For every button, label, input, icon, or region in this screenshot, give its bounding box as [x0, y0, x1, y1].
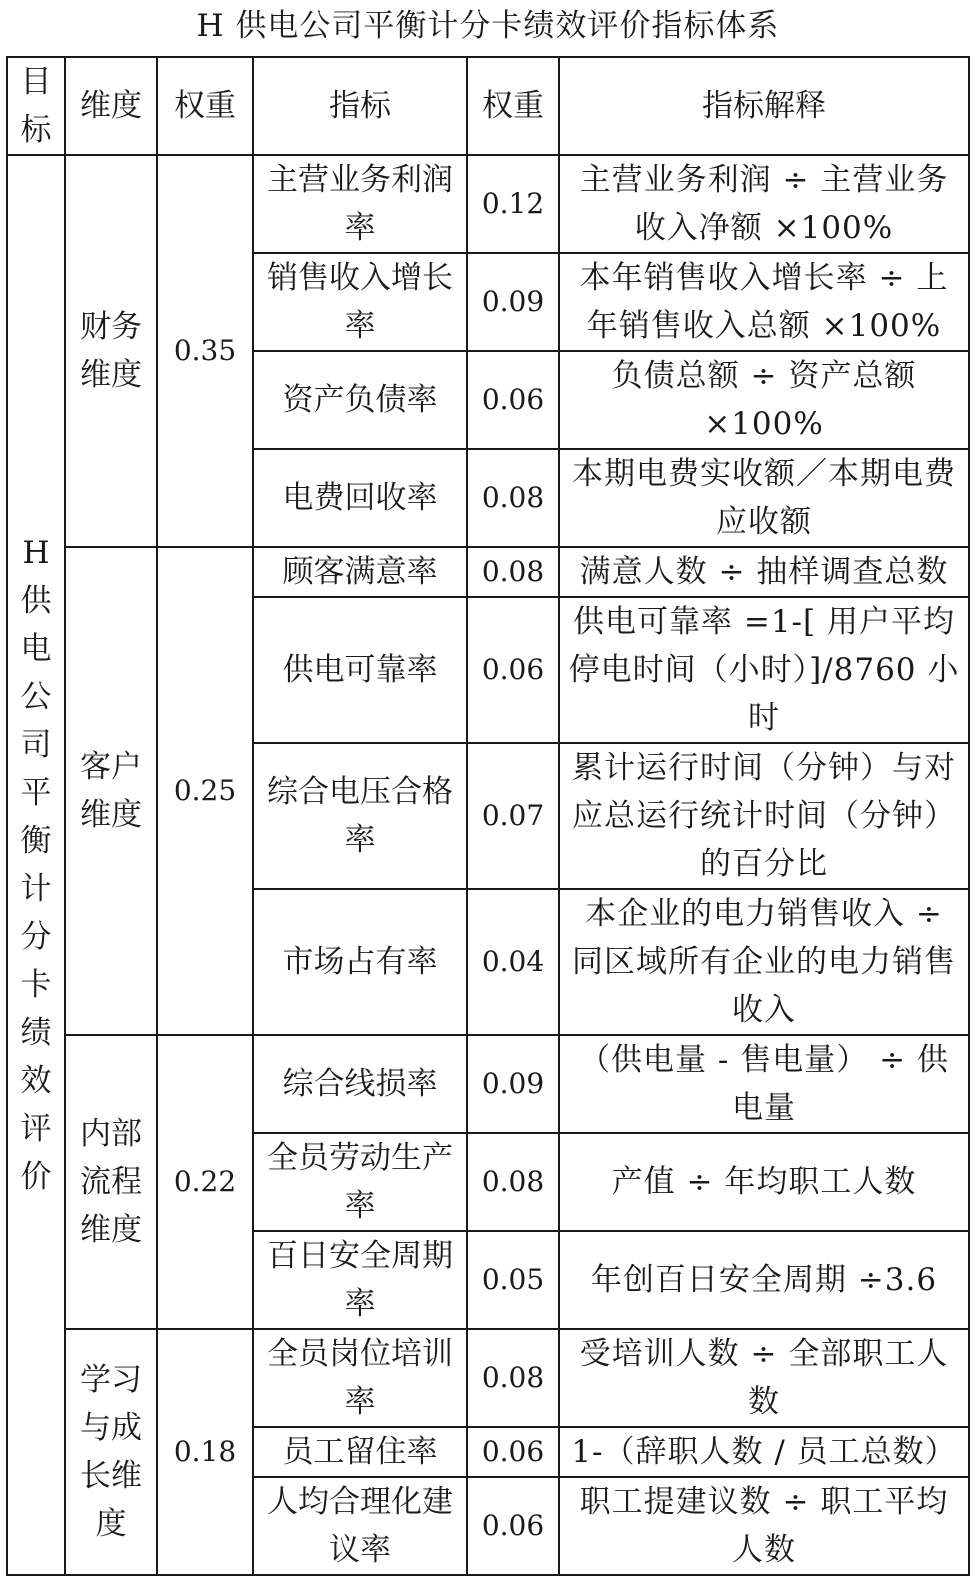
indicator-name: 电费回收率 [253, 449, 467, 547]
indicator-weight: 0.04 [467, 889, 559, 1035]
indicator-name: 员工留住率 [253, 1427, 467, 1477]
table-title: H 供电公司平衡计分卡绩效评价指标体系 [196, 8, 780, 44]
indicator-explanation: （供电量 - 售电量） ÷ 供电量 [559, 1035, 969, 1133]
indicator-name: 供电可靠率 [253, 597, 467, 743]
indicator-name: 全员劳动生产率 [253, 1133, 467, 1231]
dimension-name: 学习与成长维度 [65, 1329, 157, 1575]
indicator-name: 人均合理化建议率 [253, 1477, 467, 1575]
dimension-weight: 0.35 [157, 155, 253, 547]
indicator-name: 资产负债率 [253, 351, 467, 449]
indicator-weight: 0.09 [467, 1035, 559, 1133]
indicator-weight: 0.06 [467, 597, 559, 743]
indicator-name: 全员岗位培训率 [253, 1329, 467, 1427]
header-indicator: 指标 [253, 57, 467, 155]
indicator-explanation: 本期电费实收额／本期电费应收额 [559, 449, 969, 547]
indicator-weight: 0.05 [467, 1231, 559, 1329]
indicator-name: 综合线损率 [253, 1035, 467, 1133]
indicator-name: 销售收入增长率 [253, 253, 467, 351]
dimension-name: 客户维度 [65, 547, 157, 1035]
indicator-weight: 0.08 [467, 1329, 559, 1427]
header-row [7, 57, 969, 155]
header-dimension-weight: 权重 [157, 57, 253, 155]
indicator-explanation: 主营业务利润 ÷ 主营业务收入净额 ×100% [559, 155, 969, 253]
dimension-weight: 0.22 [157, 1035, 253, 1329]
indicator-weight: 0.06 [467, 351, 559, 449]
header-explanation: 指标解释 [559, 57, 969, 155]
indicator-weight: 0.06 [467, 1477, 559, 1575]
header-indicator-weight: 权重 [467, 57, 559, 155]
indicator-explanation: 产值 ÷ 年均职工人数 [559, 1133, 969, 1231]
indicator-weight: 0.08 [467, 449, 559, 547]
target-cell: H 供电公司平衡计分卡绩效评价 [7, 155, 65, 1575]
kpi-table [6, 56, 970, 1576]
table-row [7, 547, 969, 597]
indicator-name: 百日安全周期率 [253, 1231, 467, 1329]
indicator-name: 顾客满意率 [253, 547, 467, 597]
indicator-explanation: 本年销售收入增长率 ÷ 上年销售收入总额 ×100% [559, 253, 969, 351]
indicator-weight: 0.08 [467, 1133, 559, 1231]
indicator-explanation: 受培训人数 ÷ 全部职工人数 [559, 1329, 969, 1427]
header-target: 目标 [7, 57, 65, 155]
indicator-weight: 0.08 [467, 547, 559, 597]
dimension-weight: 0.18 [157, 1329, 253, 1575]
indicator-explanation: 供电可靠率 =1-[ 用户平均停电时间（小时）]/8760 小时 [559, 597, 969, 743]
table-row [7, 155, 969, 253]
indicator-weight: 0.12 [467, 155, 559, 253]
indicator-explanation: 本企业的电力销售收入 ÷ 同区域所有企业的电力销售收入 [559, 889, 969, 1035]
indicator-name: 综合电压合格率 [253, 743, 467, 889]
indicator-explanation: 累计运行时间（分钟）与对应总运行统计时间（分钟）的百分比 [559, 743, 969, 889]
indicator-explanation: 满意人数 ÷ 抽样调查总数 [559, 547, 969, 597]
dimension-weight: 0.25 [157, 547, 253, 1035]
indicator-weight: 0.09 [467, 253, 559, 351]
dimension-name: 内部流程维度 [65, 1035, 157, 1329]
table-row [7, 1035, 969, 1133]
indicator-name: 市场占有率 [253, 889, 467, 1035]
indicator-weight: 0.06 [467, 1427, 559, 1477]
indicator-name: 主营业务利润率 [253, 155, 467, 253]
dimension-name: 财务维度 [65, 155, 157, 547]
table-row [7, 1329, 969, 1427]
indicator-explanation: 职工提建议数 ÷ 职工平均人数 [559, 1477, 969, 1575]
indicator-weight: 0.07 [467, 743, 559, 889]
indicator-explanation: 年创百日安全周期 ÷3.6 [559, 1231, 969, 1329]
header-dimension: 维度 [65, 57, 157, 155]
indicator-explanation: 1-（辞职人数 / 员工总数） [559, 1427, 969, 1477]
indicator-explanation: 负债总额 ÷ 资产总额 ×100% [559, 351, 969, 449]
